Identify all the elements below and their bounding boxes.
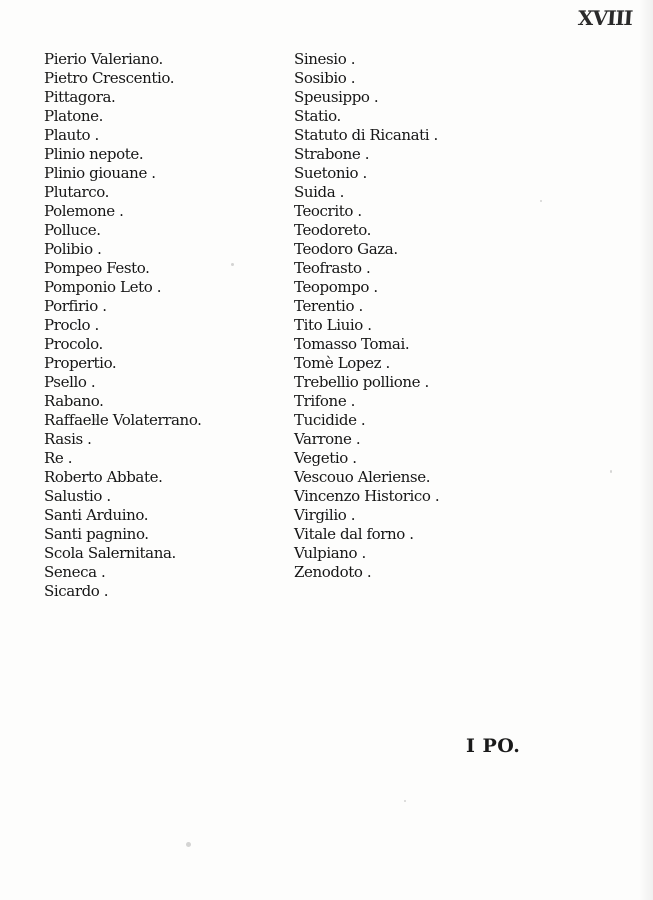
index-entry: Teofrasto . [294, 259, 371, 277]
index-entry: Teocrito . [294, 202, 362, 220]
index-entry: Varrone . [294, 430, 361, 448]
index-entry: Tomasso Tomai. [294, 335, 410, 353]
index-entry: Pomponio Leto . [44, 278, 162, 296]
index-entry: Virgilio . [294, 506, 356, 524]
index-entry: Santi pagnino. [44, 525, 149, 543]
index-entry: Vitale dal forno . [294, 525, 414, 543]
paper-speck [610, 470, 612, 473]
index-entry: Porfirio . [44, 297, 107, 315]
paper-speck [540, 200, 542, 202]
index-entry: Psello . [44, 373, 96, 391]
index-entry: Teodoreto. [294, 221, 371, 239]
catchword: I PO. [466, 735, 521, 757]
index-entry: Scola Salernitana. [44, 544, 176, 562]
index-entry: Pierio Valeriano. [44, 50, 163, 68]
index-entry: Sinesio . [294, 50, 356, 68]
index-entry: Teodoro Gaza. [294, 240, 398, 258]
index-entry: Vincenzo Historico . [294, 487, 440, 505]
left-name-column [44, 50, 202, 601]
index-entry: Vegetio . [294, 449, 357, 467]
index-entry: Polibio . [44, 240, 102, 258]
right-name-column [294, 50, 439, 582]
index-entry: Proclo . [44, 316, 99, 334]
index-entry: Vulpiano . [294, 544, 366, 562]
index-entry: Sosibio . [294, 69, 356, 87]
index-entry: Pompeo Festo. [44, 259, 150, 277]
index-entry: Re . [44, 449, 73, 467]
index-entry: Salustio . [44, 487, 111, 505]
index-entry: Plinio giouane . [44, 164, 156, 182]
index-entry: Strabone . [294, 145, 370, 163]
index-entry: Zenodoto . [294, 563, 372, 581]
index-entry: Tomè Lopez . [294, 354, 390, 372]
index-entry: Polemone . [44, 202, 124, 220]
index-entry: Suetonio . [294, 164, 367, 182]
index-entry: Plinio nepote. [44, 145, 144, 163]
index-entry: Statuto di Ricanati . [294, 126, 438, 144]
page-edge-shadow [639, 0, 653, 900]
index-entry: Sicardo . [44, 582, 109, 600]
index-entry: Procolo. [44, 335, 103, 353]
index-entry: Polluce. [44, 221, 101, 239]
paper-speck [94, 418, 97, 422]
index-entry: Terentio . [294, 297, 363, 315]
folio-number: XVIII [577, 6, 633, 30]
index-entry: Trebellio pollione . [294, 373, 429, 391]
index-entry: Platone. [44, 107, 103, 125]
index-entry: Tito Liuio . [294, 316, 372, 334]
index-entry: Rasis . [44, 430, 92, 448]
paper-speck [404, 800, 406, 802]
index-entry: Roberto Abbate. [44, 468, 163, 486]
index-entry: Rabano. [44, 392, 104, 410]
index-entry: Tucidide . [294, 411, 366, 429]
index-entry: Suida . [294, 183, 345, 201]
paper-speck [231, 263, 234, 266]
index-entry: Teopompo . [294, 278, 378, 296]
index-entry: Santi Arduino. [44, 506, 149, 524]
index-entry: Plauto . [44, 126, 99, 144]
index-entry: Pietro Crescentio. [44, 69, 175, 87]
index-entry: Trifone . [294, 392, 356, 410]
paper-speck [186, 842, 191, 847]
index-entry: Seneca . [44, 563, 106, 581]
index-entry: Statio. [294, 107, 341, 125]
index-entry: Pittagora. [44, 88, 116, 106]
index-entry: Vescouo Aleriense. [294, 468, 431, 486]
index-entry: Speusippo . [294, 88, 379, 106]
index-entry: Propertio. [44, 354, 117, 372]
index-entry: Raffaelle Volaterrano. [44, 411, 202, 429]
index-entry: Plutarco. [44, 183, 110, 201]
